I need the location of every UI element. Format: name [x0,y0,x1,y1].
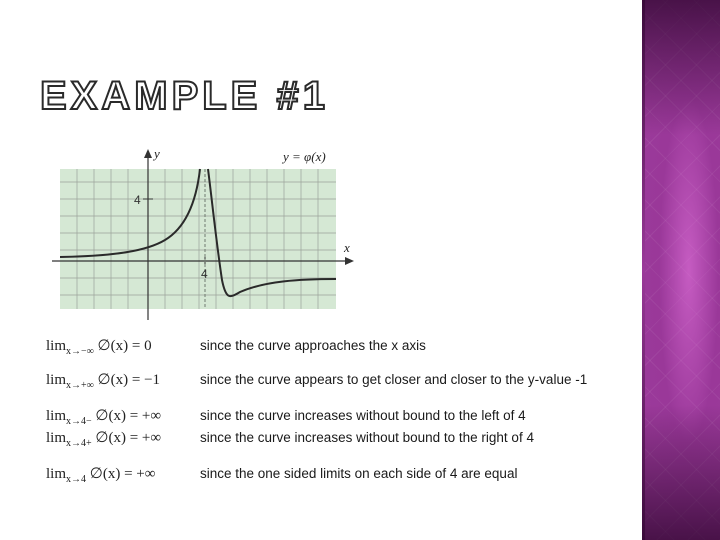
x-axis-label: x [344,240,350,255]
limit-row-left-of-4 [46,406,636,426]
limit-expression: $\lim_{x\to 4-}$ ∅(x) = +∞ [46,408,162,427]
graph-grid-background [60,169,336,309]
x-tick-label: 4 [201,267,208,281]
limit-expression: $\lim_{x\to 4}$ ∅(x) = +∞ [46,466,156,485]
decorative-side-panel [642,0,720,540]
limit-expression: $\lim_{x\to+\infty}$ ∅(x) = −1 [46,372,161,391]
limit-reason: since the one sided limits on each side of 4 are equal [200,466,518,481]
limit-expression: $\lim_{x\to 4+}$ ∅(x) = +∞ [46,430,162,449]
function-label: y = φ(x) [283,149,326,164]
limit-row-pos-infinity [46,370,636,390]
limit-row-at-4 [46,464,636,484]
limit-expression: $\lim_{x\to-\infty}$ ∅(x) = 0 [46,338,152,357]
limit-reason: since the curve appears to get closer and closer to the y-value -1 [200,372,588,387]
limit-row-right-of-4 [46,428,636,448]
limit-reason: since the curve increases without bound to the left of 4 [200,408,526,423]
slide-title: EXAMPLE #1 [40,74,329,118]
limit-reason: since the curve increases without bound to the right of 4 [200,430,534,445]
y-axis-arrow [144,149,152,158]
limit-row-neg-infinity [46,336,636,356]
function-graph [40,140,370,322]
y-tick-label: 4 [134,193,141,207]
y-axis-label: y [154,146,160,161]
x-axis-arrow [345,257,354,265]
limit-reason: since the curve approaches the x axis [200,338,426,353]
